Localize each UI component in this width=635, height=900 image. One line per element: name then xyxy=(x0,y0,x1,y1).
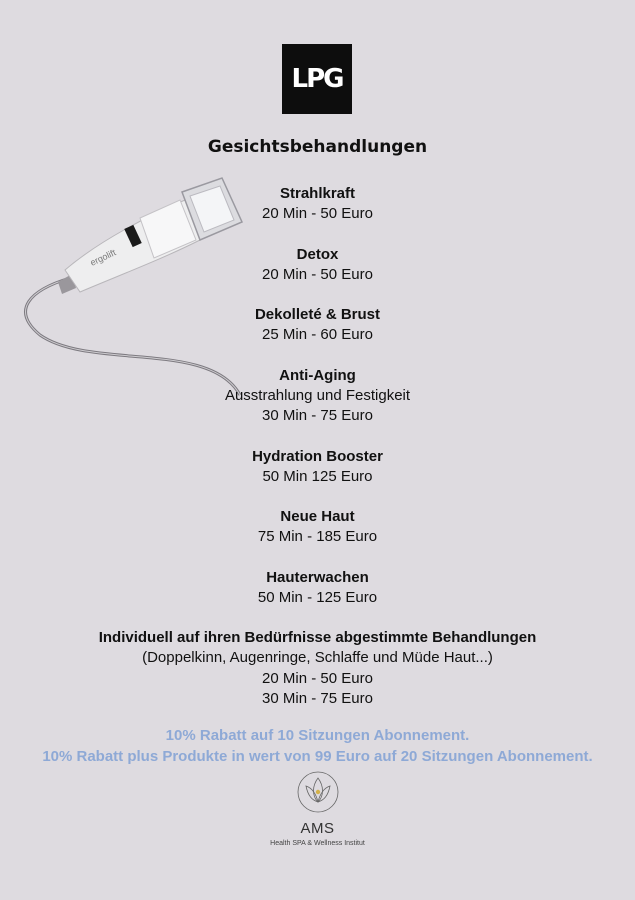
ams-brand: AMS xyxy=(300,820,335,837)
treatment-name: Hydration Booster xyxy=(252,447,383,465)
lpg-logo xyxy=(282,44,352,114)
treatment-detail: 30 Min - 75 Euro xyxy=(262,407,373,424)
treatment-item xyxy=(0,184,635,225)
treatment-detail: 50 Min 125 Euro xyxy=(262,467,373,485)
treatment-name: Anti-Aging xyxy=(279,366,356,384)
treatment-name: Dekolleté & Brust xyxy=(254,306,381,323)
treatment-detail: (Doppelkinn, Augenringe, Schlaffe und Müde Haut...) xyxy=(142,649,493,666)
treatment-detail: 20 Min - 50 Euro xyxy=(262,669,373,687)
treatment-detail: 75 Min - 185 Euro xyxy=(257,528,378,545)
treatment-detail: Ausstrahlung und Festigkeit xyxy=(224,386,411,404)
treatment-detail: 20 Min - 50 Euro xyxy=(262,265,373,283)
treatment-item xyxy=(0,245,635,286)
treatment-detail: 50 Min - 125 Euro xyxy=(257,588,378,606)
treatment-item xyxy=(0,447,635,488)
treatment-list xyxy=(0,184,635,730)
discount-line: 10% Rabatt plus Produkte in wert von 99 Euro auf 20 Sitzungen Abonnement. xyxy=(42,747,593,765)
treatment-item xyxy=(0,568,635,609)
discount-line: 10% Rabatt auf 10 Sitzungen Abonnement. xyxy=(165,727,470,744)
page-title: Gesichtsbehandlungen xyxy=(207,137,428,157)
discount-info xyxy=(0,726,635,767)
treatment-item xyxy=(0,628,635,710)
treatment-name: Strahlkraft xyxy=(279,185,356,202)
device-label: ergolift xyxy=(88,247,118,268)
treatment-name: Hauterwachen xyxy=(266,568,369,586)
lpg-logo-text: LPG xyxy=(291,64,343,94)
treatment-item xyxy=(0,507,635,548)
treatment-name: Neue Haut xyxy=(280,508,355,525)
treatment-detail: 30 Min - 75 Euro xyxy=(262,690,373,707)
treatment-detail: 20 Min - 50 Euro xyxy=(262,205,373,222)
ams-subtitle: Health SPA & Wellness Institut xyxy=(270,840,365,847)
treatment-item xyxy=(0,305,635,346)
treatment-item xyxy=(0,366,635,427)
treatment-detail: 25 Min - 60 Euro xyxy=(262,326,373,343)
treatment-name: Detox xyxy=(296,245,339,263)
treatment-name: Individuell auf ihren Bedürfnisse abgestimmte Behandlungen xyxy=(98,629,537,646)
ams-lotus-logo xyxy=(296,770,340,814)
